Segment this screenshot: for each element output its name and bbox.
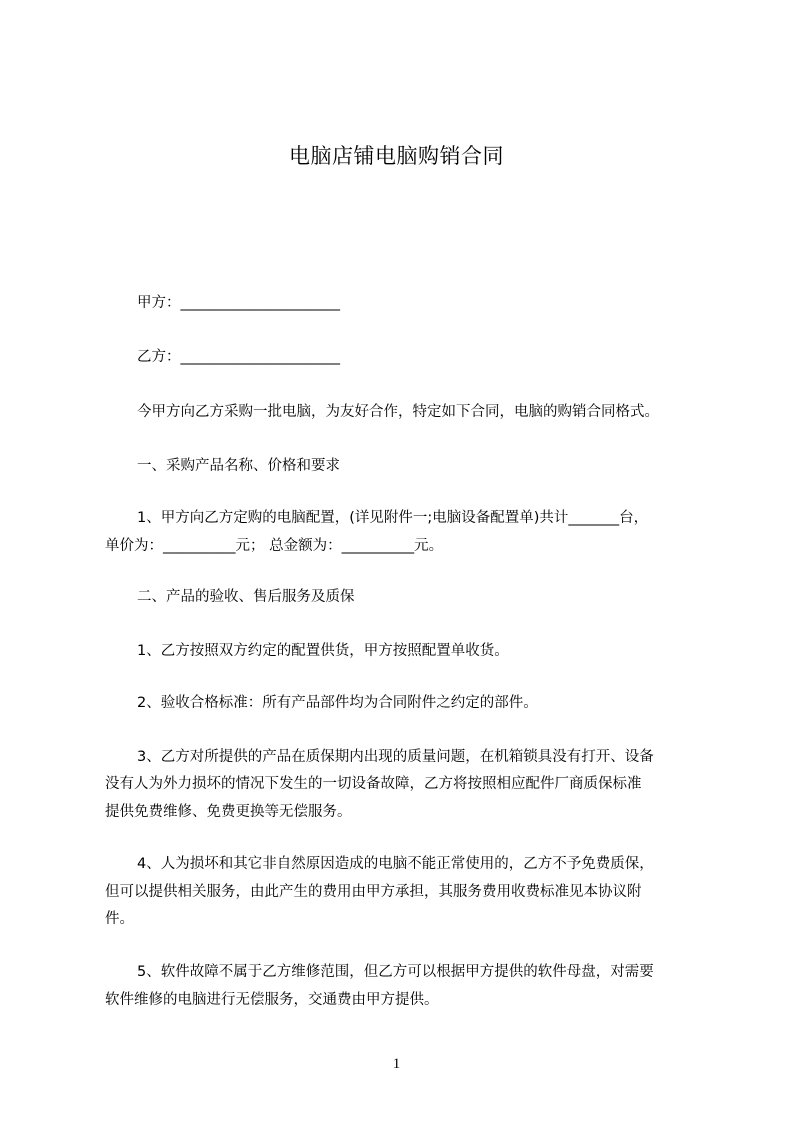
intro-paragraph: 今甲方向乙方采购一批电脑，为友好合作，特定如下合同，电脑的购销合同格式。 xyxy=(137,404,659,420)
s2-item3-line1: 3、乙方对所提供的产品在质保期内出现的质量问题，在机箱锁具没有打开、设备 xyxy=(137,749,654,765)
s2-item2: 2、验收合格标准：所有产品部件均为合同附件之约定的部件。 xyxy=(137,695,538,711)
page-number: 1 xyxy=(392,1056,401,1072)
s1-item1-line1: 1、甲方向乙方定购的电脑配置，(详见附件一;电脑设备配置单)共计_______台， xyxy=(137,510,649,526)
s2-item4-line2: 但可以提供相关服务，由此产生的费用由甲方承担，其服务费用收费标准见本协议附 xyxy=(105,884,642,900)
party-b-line: 乙方：______________________ xyxy=(137,349,340,365)
s2-item1: 1、乙方按照双方约定的配置供货，甲方按照配置单收货。 xyxy=(137,643,509,659)
s1-item1-line2: 单价为：__________元； 总金额为：__________元。 xyxy=(105,538,444,554)
section-2-heading: 二、产品的验收、售后服务及质保 xyxy=(137,589,355,605)
s2-item5-line2: 软件维修的电脑进行无偿服务，交通费由甲方提供。 xyxy=(105,992,439,1008)
document-title: 电脑店铺电脑购销合同 xyxy=(289,144,504,168)
s2-item3-line3: 提供免费维修、免费更换等无偿服务。 xyxy=(105,804,352,820)
party-a-line: 甲方：______________________ xyxy=(137,295,340,311)
s2-item3-line2: 没有人为外力损坏的情况下发生的一切设备故障，乙方将按照相应配件厂商质保标准 xyxy=(105,776,642,792)
s2-item5-line1: 5、软件故障不属于乙方维修范围，但乙方可以根据甲方提供的软件母盘，对需要 xyxy=(137,964,654,980)
s2-item4-line3: 件。 xyxy=(105,911,134,927)
s2-item4-line1: 4、人为损坏和其它非自然原因造成的电脑不能正常使用的，乙方不予免费质保， xyxy=(137,856,654,872)
section-1-heading: 一、采购产品名称、价格和要求 xyxy=(137,458,340,474)
